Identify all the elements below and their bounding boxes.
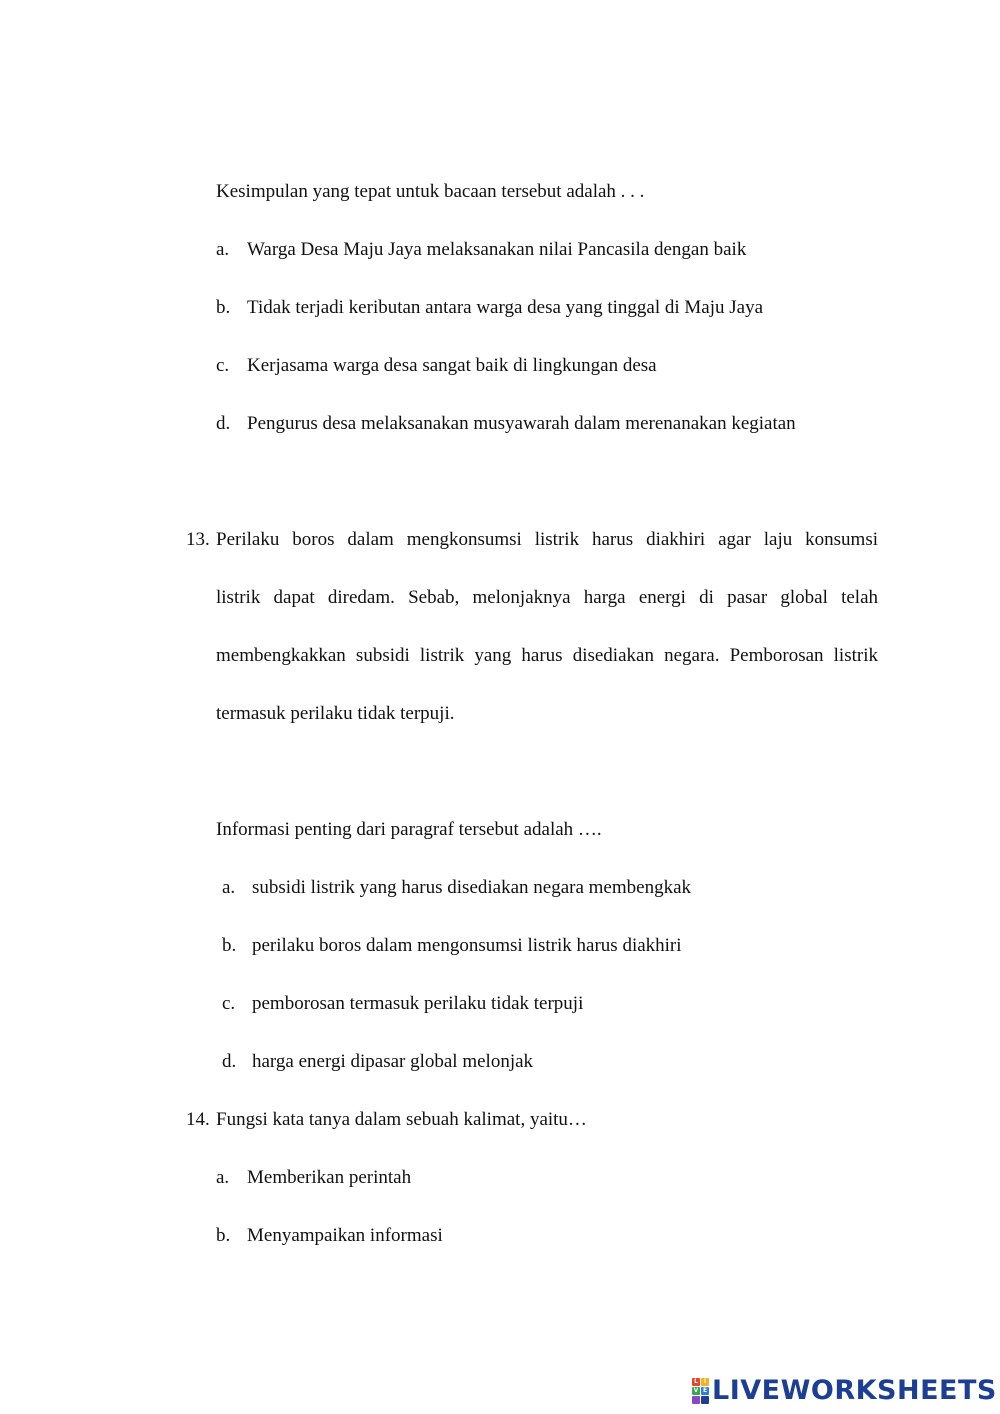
- logo-square-5: [692, 1396, 700, 1404]
- logo-square-4: E: [702, 1387, 708, 1394]
- logo-square-6: [701, 1396, 709, 1404]
- q12-option-b[interactable]: Tidak terjadi keributan antara warga desa yang tinggal di Maju Jaya: [247, 297, 764, 318]
- q12-option-d-letter: d.: [216, 413, 231, 434]
- q13-option-b-letter: b.: [222, 935, 237, 956]
- q13-option-a[interactable]: subsidi listrik yang harus disediakan negara membengkak: [252, 877, 692, 898]
- q13-option-d[interactable]: harga energi dipasar global melonjak: [252, 1051, 534, 1072]
- logo-square-3: V: [693, 1387, 699, 1394]
- q14-option-a-letter: a.: [216, 1167, 230, 1188]
- q14-number: 14.: [186, 1109, 210, 1130]
- q13-paragraph-line-3: membengkakkan subsidi listrik yang harus disediakan negara. Pemborosan listrik: [216, 645, 878, 666]
- q13-option-c[interactable]: pemborosan termasuk perilaku tidak terpuji: [252, 993, 584, 1014]
- q13-option-b[interactable]: perilaku boros dalam mengonsumsi listrik harus diakhiri: [252, 935, 682, 956]
- q12-option-d[interactable]: Pengurus desa melaksanakan musyawarah dalam merenanakan kegiatan: [247, 413, 796, 434]
- q13-paragraph-line-2: listrik dapat diredam. Sebab, melonjaknya harga energi di pasar global telah: [216, 587, 878, 608]
- q13-option-a-letter: a.: [222, 877, 236, 898]
- q12-option-c-letter: c.: [216, 355, 230, 376]
- q13-option-c-letter: c.: [222, 993, 236, 1014]
- q13-paragraph-line-1: Perilaku boros dalam mengkonsumsi listrik harus diakhiri agar laju konsumsi: [216, 529, 878, 550]
- q12-prompt: Kesimpulan yang tepat untuk bacaan tersebut adalah . . .: [216, 181, 645, 202]
- q13-prompt: Informasi penting dari paragraf tersebut adalah ….: [216, 819, 602, 840]
- q12-option-a[interactable]: Warga Desa Maju Jaya melaksanakan nilai Pancasila dengan baik: [247, 239, 747, 260]
- q14-option-b-letter: b.: [216, 1225, 231, 1246]
- q12-option-c[interactable]: Kerjasama warga desa sangat baik di lingkungan desa: [247, 355, 657, 376]
- q12-option-b-letter: b.: [216, 297, 231, 318]
- q13-number: 13.: [186, 529, 210, 550]
- liveworksheets-logo[interactable]: [692, 1375, 997, 1407]
- logo-square-2: I: [701, 1378, 709, 1386]
- q14-prompt: Fungsi kata tanya dalam sebuah kalimat, yaitu…: [216, 1109, 587, 1130]
- q12-option-a-letter: a.: [216, 239, 230, 260]
- q13-option-d-letter: d.: [222, 1051, 237, 1072]
- logo-square-1: L: [692, 1378, 700, 1386]
- q14-option-a[interactable]: Memberikan perintah: [247, 1167, 412, 1188]
- liveworksheets-logo-icon: [692, 1378, 709, 1404]
- q13-paragraph-line-4: termasuk perilaku tidak terpuji.: [216, 703, 455, 724]
- q14-option-b[interactable]: Menyampaikan informasi: [247, 1225, 443, 1246]
- logo-text: LIVEWORKSHEETS: [712, 1375, 997, 1406]
